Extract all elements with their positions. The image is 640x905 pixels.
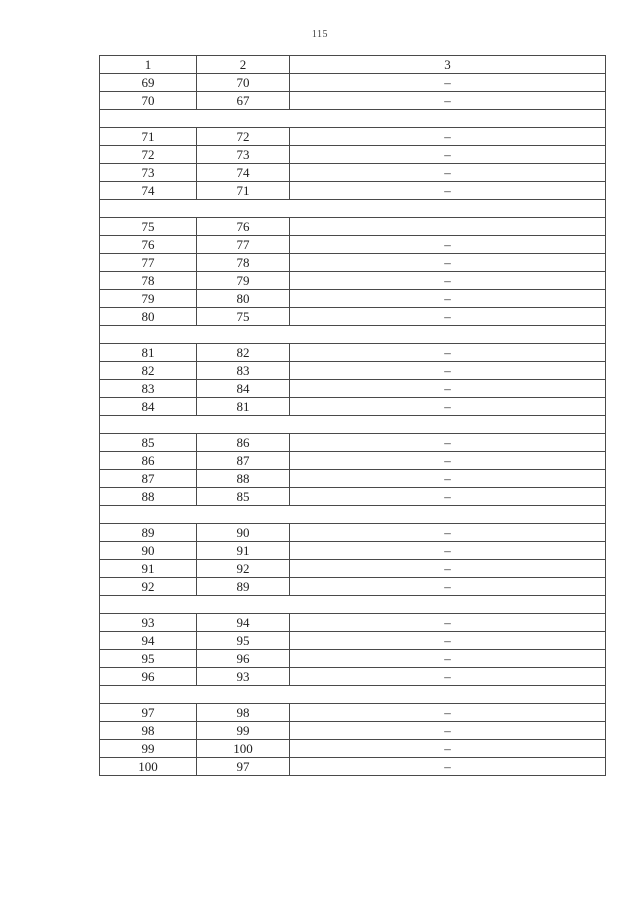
table-cell-col-1: 85 <box>100 434 197 452</box>
table-cell-col-1: 72 <box>100 146 197 164</box>
table-row <box>100 560 606 578</box>
table-cell-col-1: 98 <box>100 722 197 740</box>
table-cell-col-1: 89 <box>100 524 197 542</box>
table-cell-col-3: – <box>290 704 606 722</box>
table-cell-col-1: 90 <box>100 542 197 560</box>
table-cell-col-3: – <box>290 452 606 470</box>
group-separator-cell <box>100 686 606 704</box>
table-cell-col-3: – <box>290 668 606 686</box>
table-cell-col-3: – <box>290 380 606 398</box>
table-cell-col-2: 90 <box>197 524 290 542</box>
table-cell-col-2: 94 <box>197 614 290 632</box>
table-cell-col-2: 78 <box>197 254 290 272</box>
table-cell-col-3: – <box>290 524 606 542</box>
table-cell-col-2: 86 <box>197 434 290 452</box>
table-cell-col-1: 73 <box>100 164 197 182</box>
table-cell-col-3: – <box>290 578 606 596</box>
table-row <box>100 722 606 740</box>
table-cell-col-1: 91 <box>100 560 197 578</box>
table-cell-col-2: 71 <box>197 182 290 200</box>
table-cell-col-3: – <box>290 434 606 452</box>
table-cell-col-2: 84 <box>197 380 290 398</box>
table-cell-col-2: 100 <box>197 740 290 758</box>
column-header-2: 2 <box>197 56 290 74</box>
group-separator-cell <box>100 506 606 524</box>
table-cell-col-3: – <box>290 470 606 488</box>
table-cell-col-1: 82 <box>100 362 197 380</box>
table-cell-col-3: – <box>290 650 606 668</box>
table-cell-col-2: 85 <box>197 488 290 506</box>
table-cell-col-3: – <box>290 542 606 560</box>
table-row <box>100 704 606 722</box>
table-cell-col-1: 92 <box>100 578 197 596</box>
table-cell-col-2: 75 <box>197 308 290 326</box>
table-row <box>100 398 606 416</box>
group-separator-row <box>100 506 606 524</box>
table-row <box>100 146 606 164</box>
table-cell-col-2: 72 <box>197 128 290 146</box>
table-row <box>100 182 606 200</box>
table-cell-col-1: 70 <box>100 92 197 110</box>
table-cell-col-3: – <box>290 560 606 578</box>
table-cell-col-2: 76 <box>197 218 290 236</box>
table-row <box>100 218 606 236</box>
table-cell-col-3: – <box>290 614 606 632</box>
table-cell-col-3: – <box>290 182 606 200</box>
group-separator-cell <box>100 596 606 614</box>
table-cell-col-3: – <box>290 722 606 740</box>
table-cell-col-1: 93 <box>100 614 197 632</box>
table-cell-col-2: 88 <box>197 470 290 488</box>
table-cell-col-2: 83 <box>197 362 290 380</box>
table-cell-col-3: – <box>290 92 606 110</box>
group-separator-row <box>100 110 606 128</box>
table-row <box>100 632 606 650</box>
table-cell-col-1: 88 <box>100 488 197 506</box>
table-cell-col-2: 97 <box>197 758 290 776</box>
table-row <box>100 740 606 758</box>
group-separator-row <box>100 596 606 614</box>
table-cell-col-3: – <box>290 758 606 776</box>
table-cell-col-2: 67 <box>197 92 290 110</box>
table-cell-col-3: – <box>290 272 606 290</box>
table-cell-col-2: 73 <box>197 146 290 164</box>
table-row <box>100 362 606 380</box>
table-cell-col-1: 95 <box>100 650 197 668</box>
group-separator-cell <box>100 326 606 344</box>
table-row <box>100 344 606 362</box>
table-cell-col-2: 70 <box>197 74 290 92</box>
table-row <box>100 92 606 110</box>
table-row <box>100 470 606 488</box>
table-cell-col-3 <box>290 218 606 236</box>
table-row <box>100 668 606 686</box>
table-cell-col-2: 98 <box>197 704 290 722</box>
data-table-container <box>99 55 605 776</box>
table-row <box>100 758 606 776</box>
table-row <box>100 128 606 146</box>
table-cell-col-2: 82 <box>197 344 290 362</box>
table-row <box>100 380 606 398</box>
table-cell-col-1: 96 <box>100 668 197 686</box>
table-cell-col-1: 86 <box>100 452 197 470</box>
data-table <box>99 55 606 776</box>
table-cell-col-3: – <box>290 146 606 164</box>
table-cell-col-2: 91 <box>197 542 290 560</box>
table-cell-col-2: 79 <box>197 272 290 290</box>
table-cell-col-2: 81 <box>197 398 290 416</box>
table-cell-col-3: – <box>290 290 606 308</box>
column-header-1: 1 <box>100 56 197 74</box>
table-row <box>100 452 606 470</box>
table-cell-col-3: – <box>290 74 606 92</box>
table-body <box>100 74 606 776</box>
table-cell-col-2: 80 <box>197 290 290 308</box>
table-cell-col-1: 77 <box>100 254 197 272</box>
table-cell-col-3: – <box>290 164 606 182</box>
table-cell-col-1: 97 <box>100 704 197 722</box>
table-row <box>100 308 606 326</box>
table-cell-col-1: 80 <box>100 308 197 326</box>
table-cell-col-1: 71 <box>100 128 197 146</box>
group-separator-row <box>100 416 606 434</box>
table-row <box>100 542 606 560</box>
group-separator-cell <box>100 416 606 434</box>
table-row <box>100 290 606 308</box>
table-cell-col-1: 78 <box>100 272 197 290</box>
table-cell-col-1: 76 <box>100 236 197 254</box>
table-row <box>100 614 606 632</box>
table-cell-col-1: 94 <box>100 632 197 650</box>
table-row <box>100 272 606 290</box>
group-separator-row <box>100 326 606 344</box>
table-cell-col-3: – <box>290 362 606 380</box>
table-cell-col-1: 81 <box>100 344 197 362</box>
table-row <box>100 434 606 452</box>
table-row <box>100 236 606 254</box>
table-cell-col-1: 100 <box>100 758 197 776</box>
table-cell-col-1: 87 <box>100 470 197 488</box>
table-cell-col-2: 87 <box>197 452 290 470</box>
table-cell-col-1: 69 <box>100 74 197 92</box>
table-cell-col-2: 95 <box>197 632 290 650</box>
table-cell-col-3: – <box>290 632 606 650</box>
table-cell-col-3: – <box>290 398 606 416</box>
table-cell-col-1: 74 <box>100 182 197 200</box>
table-cell-col-2: 77 <box>197 236 290 254</box>
table-cell-col-2: 93 <box>197 668 290 686</box>
table-cell-col-3: – <box>290 488 606 506</box>
table-cell-col-2: 74 <box>197 164 290 182</box>
table-cell-col-3: – <box>290 344 606 362</box>
table-cell-col-1: 99 <box>100 740 197 758</box>
column-header-3: 3 <box>290 56 606 74</box>
table-cell-col-3: – <box>290 254 606 272</box>
table-cell-col-1: 83 <box>100 380 197 398</box>
table-row <box>100 578 606 596</box>
table-row <box>100 524 606 542</box>
group-separator-row <box>100 686 606 704</box>
table-cell-col-2: 96 <box>197 650 290 668</box>
table-cell-col-3: – <box>290 740 606 758</box>
group-separator-cell <box>100 200 606 218</box>
group-separator-row <box>100 200 606 218</box>
table-cell-col-1: 84 <box>100 398 197 416</box>
table-cell-col-3: – <box>290 128 606 146</box>
table-row <box>100 164 606 182</box>
table-header-row <box>100 56 606 74</box>
group-separator-cell <box>100 110 606 128</box>
table-row <box>100 254 606 272</box>
table-row <box>100 74 606 92</box>
table-cell-col-2: 99 <box>197 722 290 740</box>
table-cell-col-1: 75 <box>100 218 197 236</box>
table-cell-col-1: 79 <box>100 290 197 308</box>
table-cell-col-2: 92 <box>197 560 290 578</box>
table-row <box>100 650 606 668</box>
table-cell-col-3: – <box>290 308 606 326</box>
table-cell-col-3: – <box>290 236 606 254</box>
table-cell-col-2: 89 <box>197 578 290 596</box>
page-number: 115 <box>311 29 329 40</box>
table-row <box>100 488 606 506</box>
